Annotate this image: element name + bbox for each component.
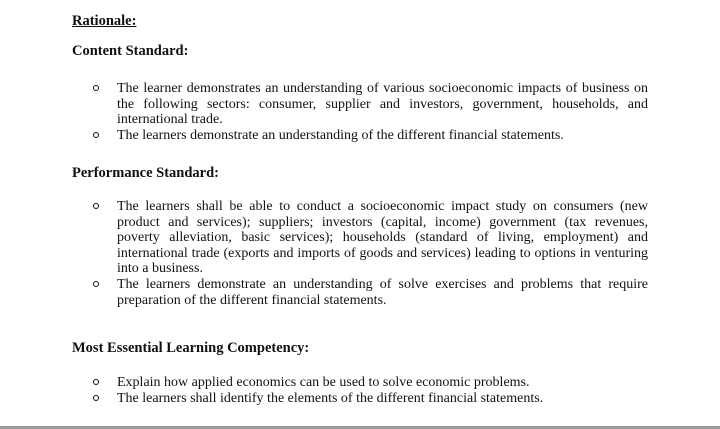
list-item-text: The learners demonstrate an understanding of solve exercises and problems that require preparation of the different financial statements. (117, 276, 648, 308)
list-item (92, 375, 648, 391)
performance-standard-heading: Performance Standard: (72, 165, 219, 181)
hollow-circle-bullet-icon (93, 203, 99, 209)
melc-heading: Most Essential Learning Competency: (72, 340, 310, 356)
list-item-text: Explain how applied economics can be used to solve economic problems. (117, 375, 530, 390)
list-item-text: The learner demonstrates an understanding of various socioeconomic impacts of business on the following sectors: consumer, supplier and investors, government, households, and international trade. (117, 81, 648, 128)
performance-standard-list (92, 199, 648, 308)
hollow-circle-bullet-icon (93, 85, 99, 91)
rationale-heading: Rationale: (72, 13, 137, 29)
list-item (92, 391, 648, 407)
list-item-text: The learners shall identify the elements of the different financial statements. (117, 390, 544, 406)
hollow-circle-bullet-icon (93, 379, 99, 385)
list-item (92, 128, 648, 144)
list-item (92, 199, 648, 277)
hollow-circle-bullet-icon (93, 395, 99, 401)
melc-list (92, 375, 648, 406)
list-item-text: The learners shall be able to conduct a socioeconomic impact study on consumers (new product and services); suppliers; investors (capital, income) government (tax revenues, poverty alleviation, basic services); households (standard of living, employment) and international trade (exports and imports of goods and services) leading to options in venturing into a business. (117, 199, 648, 277)
list-item (92, 81, 648, 128)
content-standard-heading: Content Standard: (72, 43, 189, 59)
content-standard-list (92, 81, 648, 143)
list-item-text: The learners demonstrate an understanding of the different financial statements. (117, 127, 564, 143)
hollow-circle-bullet-icon (93, 132, 99, 138)
list-item (92, 277, 648, 308)
hollow-circle-bullet-icon (93, 281, 99, 287)
